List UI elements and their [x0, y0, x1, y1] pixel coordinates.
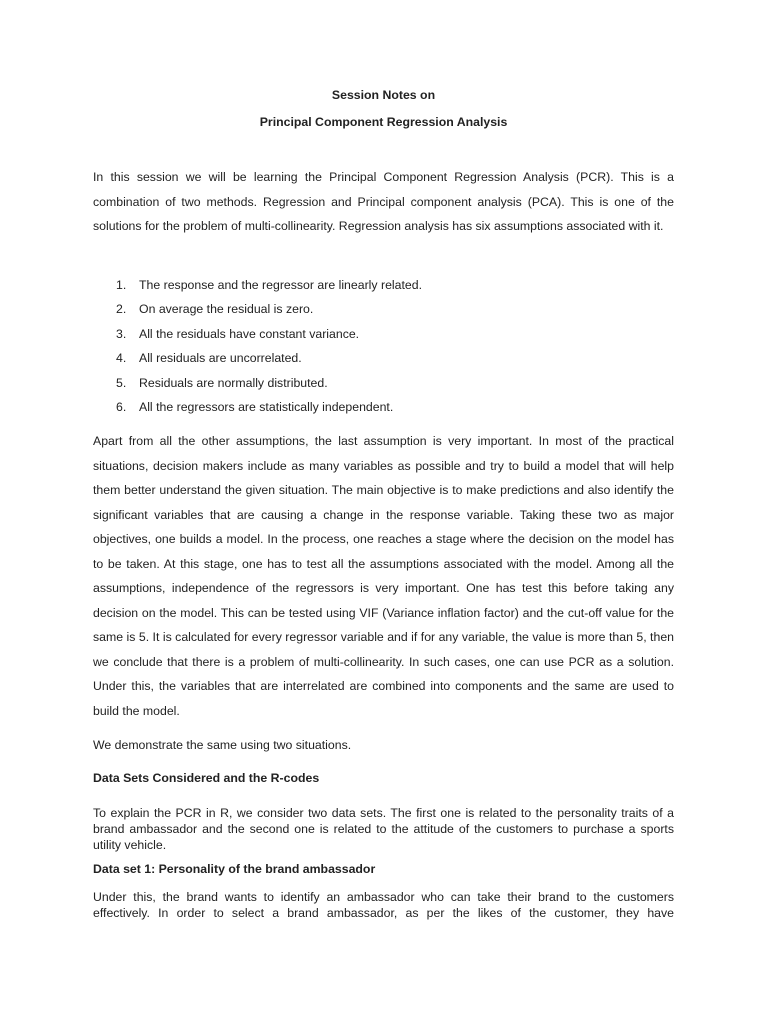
list-item: [93, 273, 674, 297]
dataset1-paragraph: Under this, the brand wants to identify an ambassador who can take their brand to the customers effectively. In order to select a brand ambassador, as per the likes of the customer, they have: [93, 890, 674, 920]
list-number: 2.: [116, 302, 127, 317]
datasets-paragraph: To explain the PCR in R, we consider two data sets. The first one is related to the personality traits of a brand ambassador and the second one is related to the attitude of the customers to purchase a sports utility vehicle.: [93, 806, 674, 852]
list-number: 3.: [116, 326, 127, 341]
list-text: All the residuals have constant variance.: [139, 326, 360, 341]
list-item: [93, 322, 674, 346]
section-heading-datasets: Data Sets Considered and the R-codes: [93, 771, 320, 785]
list-text: The response and the regressor are linearly related.: [139, 278, 422, 292]
assumptions-discussion-paragraph: Apart from all the other assumptions, the last assumption is very important. In most of the practical situations, decision makers include as many variables as possible and try to build a model that will help them better understand the given situation. The main objective is to make predictions and also identify the significant variables that are causing a change in the response variable. Taking these two as major objectives, one builds a model. In the process, one reaches a stage where the decision on the model has to be taken. At this stage, one has to test all the assumptions associated with the model. Among all the assumptions, independence of the regressors is very important. One has test this before taking any decision on the model. This can be tested using VIF (Variance inflation factor) and the cut-off value for the same is 5. It is calculated for every regressor variable and if for any variable, the value is more than 5, then we conclude that there is a problem of multi-collinearity. In such cases, one can use PCR as a solution. Under this, the variables that are interrelated are combined into components and the same are used to build the model.: [93, 434, 674, 718]
list-item: [93, 371, 674, 395]
assumptions-list: [93, 273, 674, 419]
section-heading-dataset1: Data set 1: Personality of the brand ambassador: [93, 862, 376, 876]
list-text: Residuals are normally distributed.: [139, 375, 328, 390]
list-text: On average the residual is zero.: [139, 302, 314, 317]
list-number: 4.: [116, 351, 127, 366]
list-text: All residuals are uncorrelated.: [139, 351, 302, 366]
document-subtitle: Principal Component Regression Analysis: [259, 115, 508, 129]
list-text: All the regressors are statistically independent.: [139, 400, 394, 415]
list-item: [93, 395, 674, 419]
list-item: [93, 297, 674, 321]
demonstration-paragraph: We demonstrate the same using two situations.: [93, 738, 352, 752]
list-number: 5.: [116, 375, 127, 390]
intro-paragraph: In this session we will be learning the Principal Component Regression Analysis (PCR). This is a combination of two methods. Regression and Principal component analysis (PCA). This is one of the solutions for the problem of multi-collinearity. Regression analysis has six assumptions associated with it.: [93, 170, 674, 233]
list-item: [93, 346, 674, 370]
document-title: Session Notes on: [331, 88, 436, 102]
list-number: 6.: [116, 400, 127, 415]
list-number: 1.: [116, 278, 127, 292]
